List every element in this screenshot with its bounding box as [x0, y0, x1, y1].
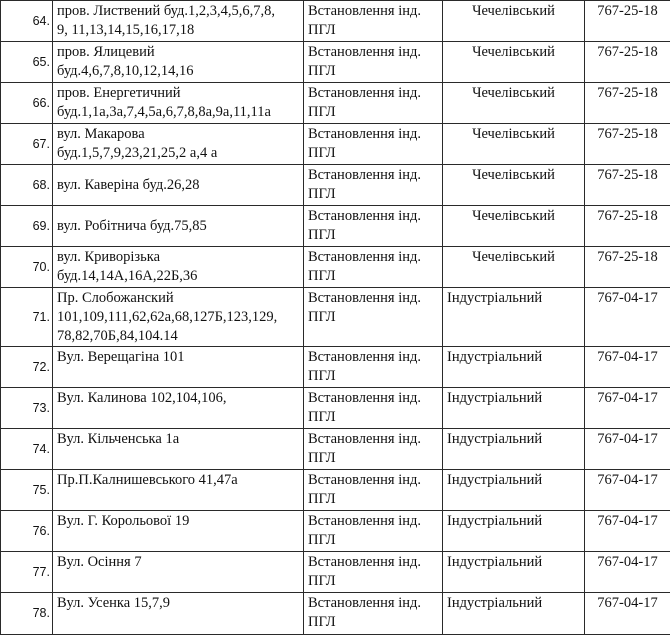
work-type-line: ПГЛ: [308, 490, 438, 509]
work-type-line: ПГЛ: [308, 408, 438, 427]
work-type-cell: [304, 247, 443, 288]
address-line: Вул. Кільченська 1а: [57, 430, 299, 449]
row-number: 72.: [1, 347, 53, 388]
work-type-line: Встановлення інд.: [308, 207, 438, 226]
district-cell: Чечелівський: [443, 247, 585, 288]
address-line: буд.1,5,7,9,23,21,25,2 а,4 а: [57, 144, 299, 163]
district-cell: Чечелівський: [443, 206, 585, 247]
work-type-cell: [304, 470, 443, 511]
address-cell: [53, 470, 304, 511]
work-type-line: Встановлення інд.: [308, 594, 438, 613]
table-row: [1, 288, 670, 347]
work-type-cell: [304, 429, 443, 470]
work-type-line: ПГЛ: [308, 308, 438, 327]
row-number: 71.: [1, 288, 53, 347]
table-row: [1, 165, 670, 206]
address-line: Вул. Г. Корольової 19: [57, 512, 299, 531]
row-number: 77.: [1, 552, 53, 593]
phone-cell: 767-25-18: [585, 42, 670, 83]
work-type-cell: [304, 347, 443, 388]
table-row: [1, 247, 670, 288]
address-cell: [53, 288, 304, 347]
table-row: [1, 42, 670, 83]
row-number: 65.: [1, 42, 53, 83]
address-line: вул. Робітнича буд.75,85: [57, 217, 299, 236]
work-type-cell: [304, 83, 443, 124]
table-row: [1, 429, 670, 470]
address-cell: [53, 124, 304, 165]
table-row: [1, 511, 670, 552]
phone-cell: 767-04-17: [585, 511, 670, 552]
phone-cell: 767-25-18: [585, 165, 670, 206]
address-line: Вул. Верещагіна 101: [57, 348, 299, 367]
work-type-cell: [304, 288, 443, 347]
table-row: [1, 347, 670, 388]
work-type-line: Встановлення інд.: [308, 289, 438, 308]
address-line: Пр. Слобожанский: [57, 289, 299, 308]
work-type-line: Встановлення інд.: [308, 471, 438, 490]
table-body: [1, 1, 670, 635]
phone-cell: 767-04-17: [585, 347, 670, 388]
address-line: вул. Каверіна буд.26,28: [57, 176, 299, 195]
phone-cell: 767-25-18: [585, 206, 670, 247]
work-type-line: Встановлення інд.: [308, 84, 438, 103]
work-type-line: Встановлення інд.: [308, 430, 438, 449]
work-type-cell: [304, 593, 443, 635]
work-type-line: Встановлення інд.: [308, 348, 438, 367]
table-row: [1, 206, 670, 247]
work-type-line: ПГЛ: [308, 531, 438, 550]
phone-cell: 767-25-18: [585, 247, 670, 288]
address-line: Вул. Осіння 7: [57, 553, 299, 572]
district-cell: Чечелівський: [443, 42, 585, 83]
district-cell: Індустріальний: [443, 593, 585, 635]
work-type-cell: [304, 42, 443, 83]
phone-cell: 767-04-17: [585, 552, 670, 593]
row-number: 73.: [1, 388, 53, 429]
work-type-line: ПГЛ: [308, 185, 438, 204]
work-type-line: Встановлення інд.: [308, 125, 438, 144]
work-type-line: ПГЛ: [308, 103, 438, 122]
work-type-cell: [304, 388, 443, 429]
district-cell: Чечелівський: [443, 124, 585, 165]
phone-cell: 767-04-17: [585, 288, 670, 347]
district-cell: Індустріальний: [443, 470, 585, 511]
work-type-line: ПГЛ: [308, 21, 438, 40]
address-line: пров. Листвений буд.1,2,3,4,5,6,7,8,: [57, 2, 299, 21]
work-type-line: Встановлення інд.: [308, 2, 438, 21]
work-type-line: Встановлення інд.: [308, 166, 438, 185]
address-cell: [53, 552, 304, 593]
row-number: 69.: [1, 206, 53, 247]
district-cell: Чечелівський: [443, 83, 585, 124]
row-number: 66.: [1, 83, 53, 124]
address-line: Вул. Калинова 102,104,106,: [57, 389, 299, 408]
row-number: 64.: [1, 1, 53, 42]
row-number: 76.: [1, 511, 53, 552]
table-row: [1, 593, 670, 635]
table-row: [1, 470, 670, 511]
address-line: вул. Криворізька: [57, 248, 299, 267]
address-cell: [53, 429, 304, 470]
address-cell: [53, 83, 304, 124]
work-type-cell: [304, 1, 443, 42]
work-type-line: ПГЛ: [308, 572, 438, 591]
table-row: [1, 552, 670, 593]
work-type-line: ПГЛ: [308, 62, 438, 81]
address-cell: [53, 247, 304, 288]
address-cell: [53, 388, 304, 429]
district-cell: Чечелівський: [443, 1, 585, 42]
address-line: вул. Макарова: [57, 125, 299, 144]
table-row: [1, 124, 670, 165]
row-number: 70.: [1, 247, 53, 288]
address-line: 9, 11,13,14,15,16,17,18: [57, 21, 299, 40]
address-line: буд.1,1а,3а,7,4,5а,6,7,8,8а,9а,11,11а: [57, 103, 299, 122]
row-number: 68.: [1, 165, 53, 206]
work-type-cell: [304, 511, 443, 552]
work-type-cell: [304, 206, 443, 247]
work-type-line: Встановлення інд.: [308, 512, 438, 531]
work-type-line: ПГЛ: [308, 367, 438, 386]
district-cell: Чечелівський: [443, 165, 585, 206]
district-cell: Індустріальний: [443, 288, 585, 347]
work-type-line: ПГЛ: [308, 449, 438, 468]
work-type-line: Встановлення інд.: [308, 248, 438, 267]
address-line: Вул. Усенка 15,7,9: [57, 594, 299, 613]
district-cell: Індустріальний: [443, 429, 585, 470]
address-cell: [53, 593, 304, 635]
phone-cell: 767-25-18: [585, 124, 670, 165]
row-number: 75.: [1, 470, 53, 511]
work-type-line: ПГЛ: [308, 267, 438, 286]
work-type-line: ПГЛ: [308, 226, 438, 245]
phone-cell: 767-04-17: [585, 429, 670, 470]
phone-cell: 767-25-18: [585, 83, 670, 124]
address-cell: [53, 42, 304, 83]
phone-cell: 767-04-17: [585, 593, 670, 635]
address-cell: [53, 206, 304, 247]
address-cell: [53, 1, 304, 42]
work-type-line: Встановлення інд.: [308, 553, 438, 572]
district-cell: Індустріальний: [443, 347, 585, 388]
row-number: 67.: [1, 124, 53, 165]
work-type-cell: [304, 165, 443, 206]
address-cell: [53, 165, 304, 206]
work-type-line: ПГЛ: [308, 613, 438, 632]
row-number: 78.: [1, 593, 53, 635]
address-line: пров. Енергетичний: [57, 84, 299, 103]
table-row: [1, 388, 670, 429]
address-cell: [53, 347, 304, 388]
address-line: Пр.П.Калнишевського 41,47а: [57, 471, 299, 490]
address-line: 101,109,111,62,62а,68,127Б,123,129,: [57, 308, 299, 327]
phone-cell: 767-25-18: [585, 1, 670, 42]
address-line: пров. Ялицевий: [57, 43, 299, 62]
work-type-line: ПГЛ: [308, 144, 438, 163]
table-row: [1, 1, 670, 42]
row-number: 74.: [1, 429, 53, 470]
address-cell: [53, 511, 304, 552]
address-line: буд.14,14А,16А,22Б,36: [57, 267, 299, 286]
district-cell: Індустріальний: [443, 552, 585, 593]
address-line: 78,82,70Б,84,104.14: [57, 327, 299, 346]
phone-cell: 767-04-17: [585, 470, 670, 511]
work-type-cell: [304, 552, 443, 593]
table-row: [1, 83, 670, 124]
address-line: буд.4,6,7,8,10,12,14,16: [57, 62, 299, 81]
work-type-line: Встановлення інд.: [308, 389, 438, 408]
district-cell: Індустріальний: [443, 511, 585, 552]
district-cell: Індустріальний: [443, 388, 585, 429]
work-type-cell: [304, 124, 443, 165]
work-type-line: Встановлення інд.: [308, 43, 438, 62]
phone-cell: 767-04-17: [585, 388, 670, 429]
